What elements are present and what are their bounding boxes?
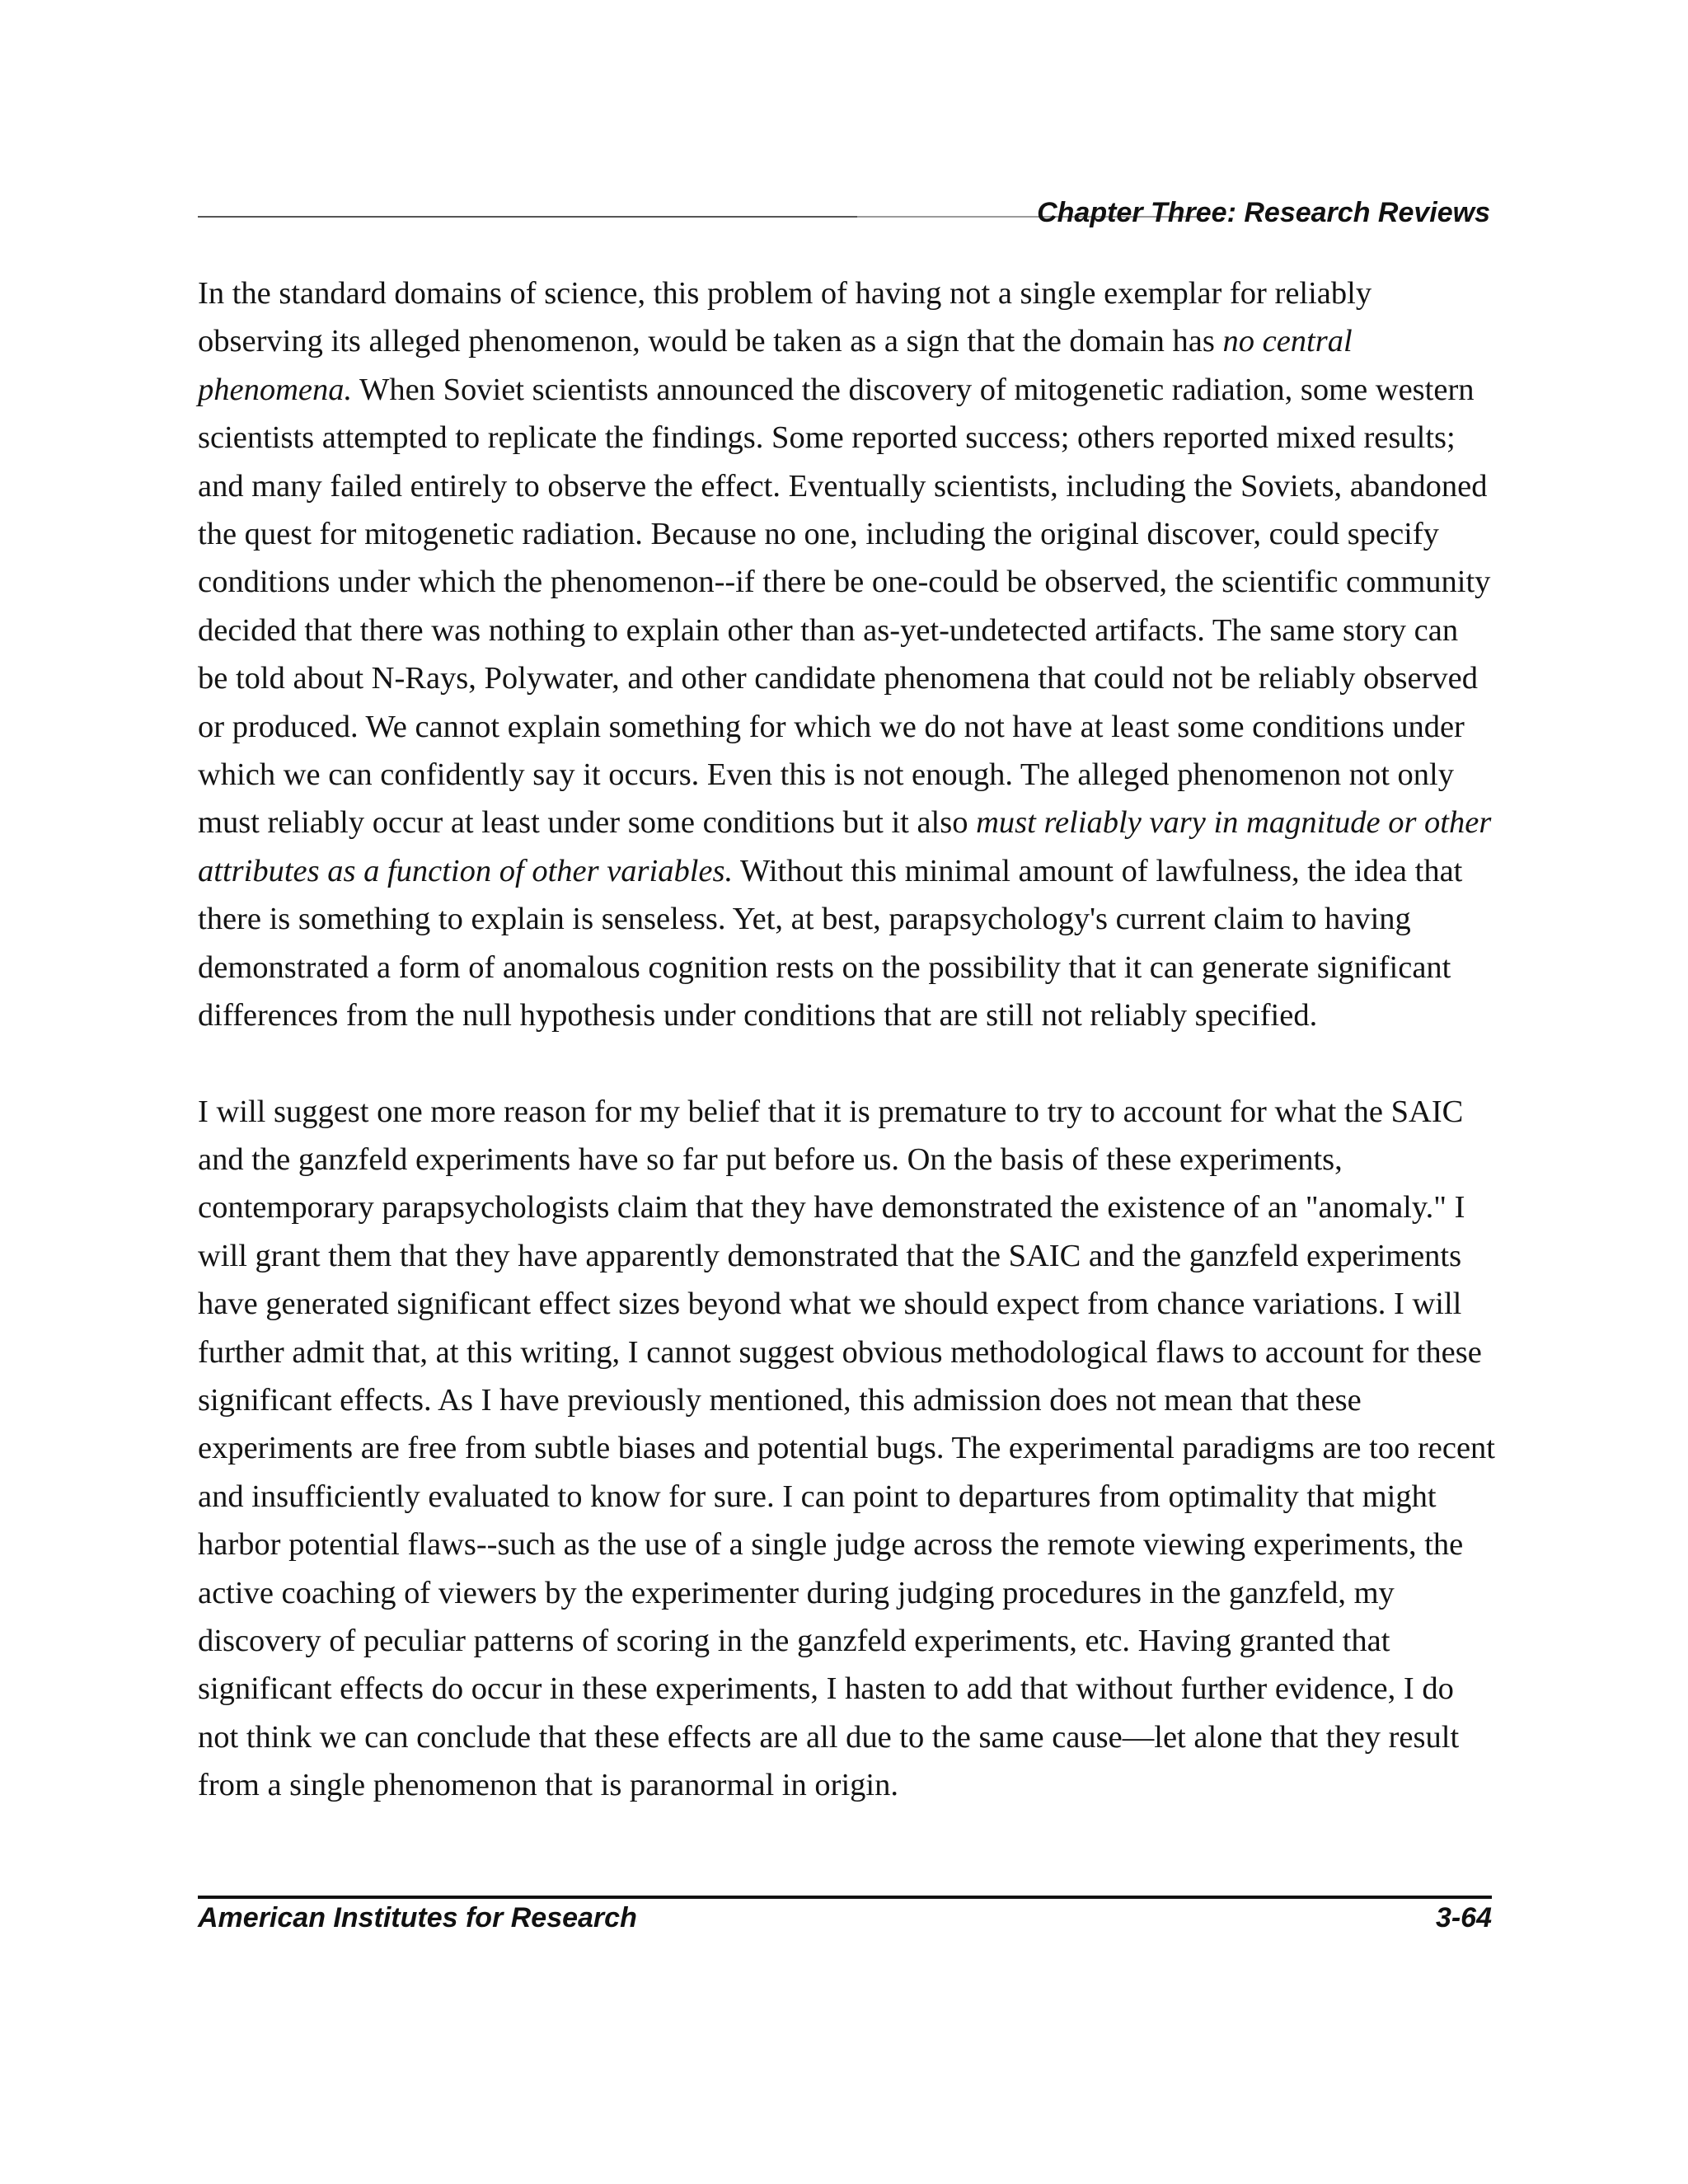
paragraph-1-text-c: Without this minimal amount of lawfulness, the idea that there is something to explain is senseless. Yet, at best, parapsychology's current claim to having demonstrated a form of anomalous cognition rests on the possibility that it can generate significant differences from the null hypothesis under conditions that are still not reliably specified.: [198, 853, 1463, 1033]
footer-rule: [198, 1896, 1492, 1899]
page-header: [198, 196, 1490, 229]
footer-page-number: 3-64: [1435, 1902, 1492, 1933]
footer-organization: American Institutes for Research: [198, 1902, 637, 1933]
paragraph-1-text-b: When Soviet scientists announced the discovery of mitogenetic radiation, some western scientists attempted to replicate the findings. Some reported success; others reported mixed results; and many failed entirely to observe the effect. Eventually scientists, including the Soviets, abandoned the quest for mitogenetic radiation. Because no one, including the original discover, could specify conditions under which the phenomenon--if there be one-could be observed, the scientific community decided that there was nothing to explain other than as-yet-undetected artifacts. The same story can be told about N-Rays, Polywater, and other candidate phenomena that could not be reliably observed or produced. We cannot explain something for which we do not have at least some conditions under which we can confidently say it occurs. Even this is not enough. The alleged phenomenon not only must reliably occur at least under some conditions but it also: [198, 372, 1491, 841]
body-text: [198, 269, 1496, 1810]
paragraph-1-emphasis-a: no central phenomena.: [198, 324, 1353, 407]
paragraph-2: I will suggest one more reason for my belief that it is premature to try to account for what the SAIC and the ganzfeld experiments have so far put before us. On the basis of these experiments, contemporary parapsychologists claim that they have demonstrated the existence of an "anomaly." I will grant them that they have apparently demonstrated that the SAIC and the ganzfeld experiments have generated significant effect sizes beyond what we should expect from chance variations. I will further admit that, at this writing, I cannot suggest obvious methodological flaws to account for these significant effects. As I have previously mentioned, this admission does not mean that these experiments are free from subtle biases and potential bugs. The experimental paradigms are too recent and insufficiently evaluated to know for sure. I can point to departures from optimality that might harbor potential flaws--such as the use of a single judge across the remote viewing experiments, the active coaching of viewers by the experimenter during judging procedures in the ganzfeld, my discovery of peculiar patterns of scoring in the ganzfeld experiments, etc. Having granted that significant effects do occur in these experiments, I hasten to add that without further evidence, I do not think we can conclude that these effects are all due to the same cause—let alone that they result from a single phenomenon that is paranormal in origin.: [198, 1094, 1495, 1803]
paragraph-1-emphasis-b: must reliably vary in magnitude or other attributes as a function of other variables.: [198, 805, 1492, 888]
paragraph-1-text-a: In the standard domains of science, this problem of having not a single exemplar for reliably observing its alleged phenomenon, would be taken as a sign that the domain has: [198, 276, 1372, 359]
paragraph-1: [198, 269, 1496, 1040]
paragraph-spacer: [198, 1040, 1496, 1088]
chapter-title: Chapter Three: Research Reviews: [1037, 197, 1490, 228]
